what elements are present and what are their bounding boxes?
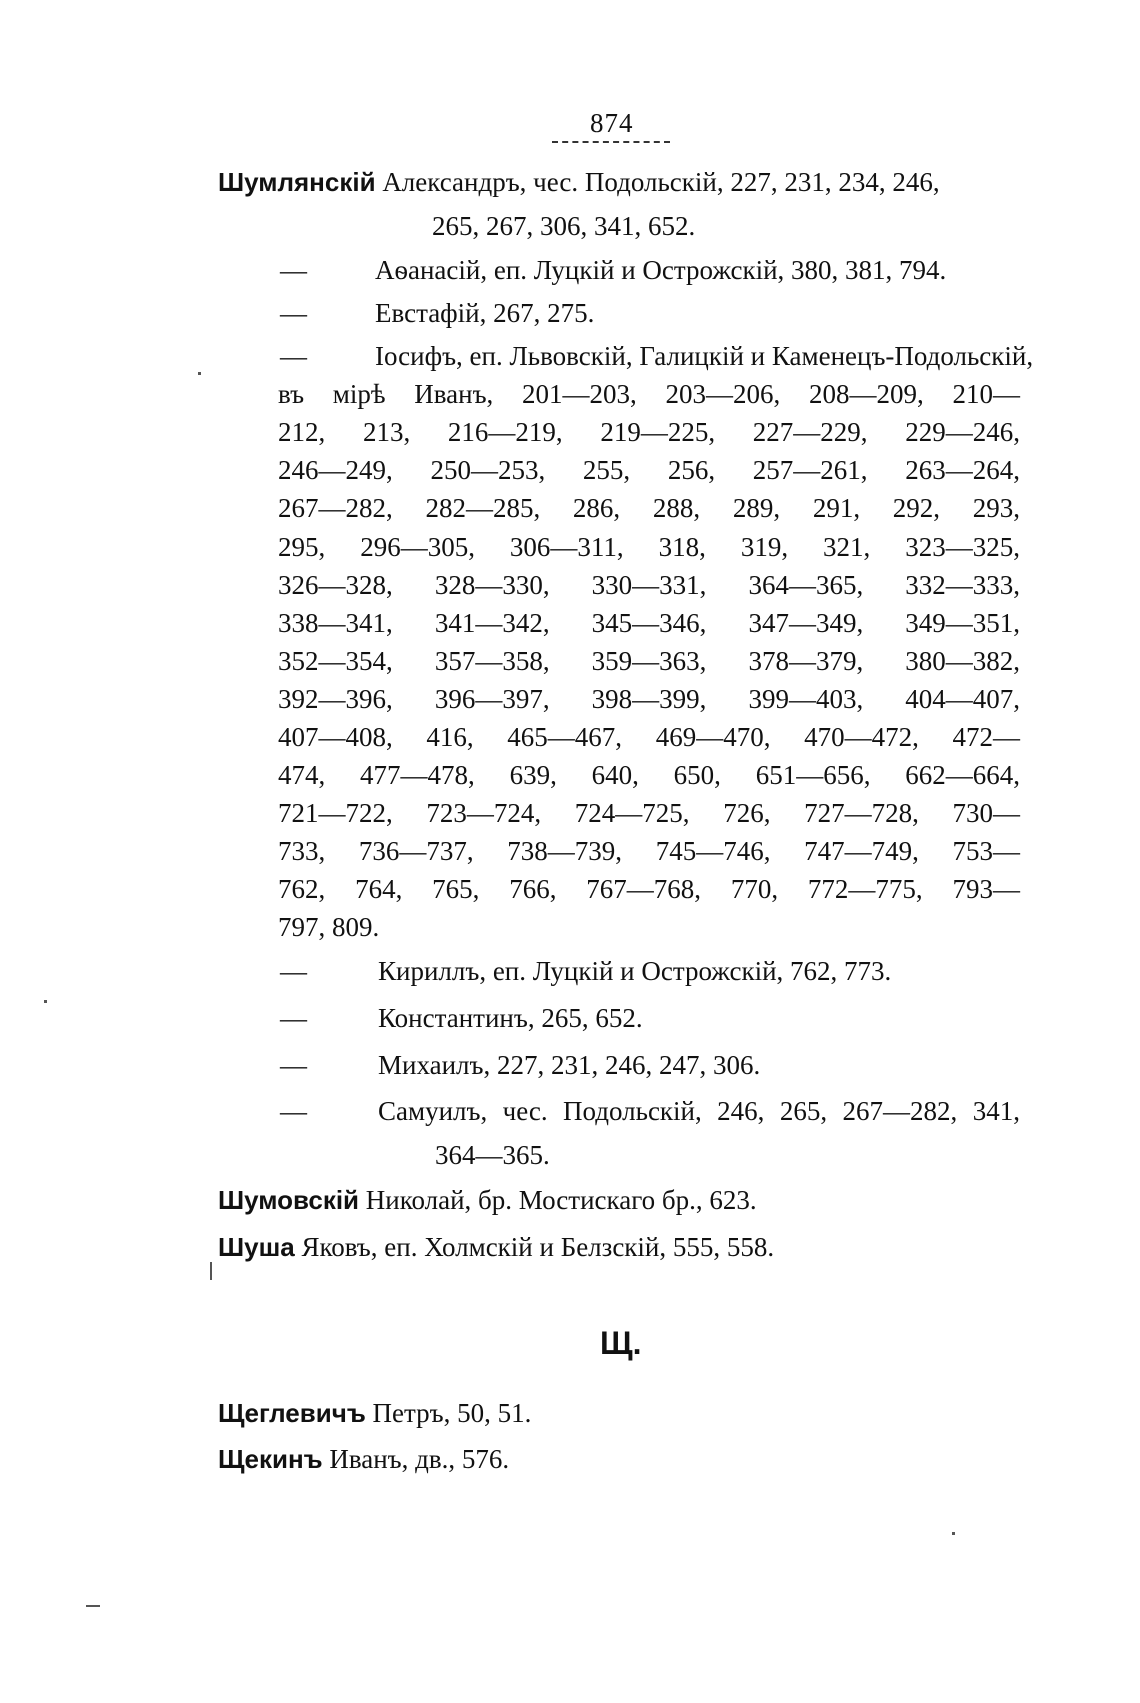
iosif-line: 212, 213, 216—219, 219—225, 227—229, 229—246,	[278, 417, 1020, 447]
iosif-line: 267—282, 282—285, 286, 288, 289, 291, 292, 293,	[278, 493, 1020, 523]
iosif-line: 338—341, 341—342, 345—346, 347—349, 349—351,	[278, 608, 1020, 638]
subentry-afanasy: Аѳанасій, еп. Луцкій и Острожскій, 380, 381, 794.	[375, 255, 947, 285]
subentry-dash: —	[280, 1003, 307, 1033]
entry-shumovsky	[218, 1182, 757, 1218]
iosif-line: 352—354, 357—358, 359—363, 378—379, 380—382,	[278, 646, 1020, 676]
page-number-rule	[552, 141, 670, 143]
iosif-line: Іосифъ, еп. Львовскій, Галицкій и Каменецъ-Подольскій,	[375, 341, 1034, 371]
subentry-mikhail: Михаилъ, 227, 231, 246, 247, 306.	[378, 1050, 761, 1080]
subentry-dash: —	[280, 298, 307, 328]
iosif-line: 721—722, 723—724, 724—725, 726, 727—728, 730—	[278, 798, 1020, 828]
entry-text: Николай, бр. Мостискаго бр., 623.	[365, 1185, 757, 1215]
entry-head: Щеглевичъ	[218, 1398, 366, 1428]
page-number: 874	[590, 108, 634, 138]
subentry-dash: —	[280, 1096, 307, 1126]
entry-text: Александръ, чес. Подольскій, 227, 231, 234, 246,	[382, 167, 940, 197]
entry-head: Шуша	[218, 1232, 295, 1262]
iosif-line: 295, 296—305, 306—311, 318, 319, 321, 323—325,	[278, 532, 1020, 562]
subentry-dash: —	[280, 255, 307, 285]
entry-text: Петръ, 50, 51.	[372, 1398, 532, 1428]
entry-shchekin	[218, 1441, 509, 1477]
scan-speck	[44, 1000, 47, 1003]
scan-speck	[952, 1532, 955, 1535]
iosif-line: въ мірѣ Иванъ, 201—203, 203—206, 208—209, 210—	[278, 379, 1020, 409]
iosif-line: 474, 477—478, 639, 640, 650, 651—656, 662—664,	[278, 760, 1020, 790]
entry-shusha	[218, 1229, 774, 1265]
subentry-evstafy: Евстафій, 267, 275.	[375, 298, 595, 328]
entry-head: Щекинъ	[218, 1444, 323, 1474]
iosif-line: 246—249, 250—253, 255, 256, 257—261, 263—264,	[278, 455, 1020, 485]
scan-speck	[198, 372, 201, 375]
subentry-dash: —	[280, 341, 307, 371]
samuil-line: Самуилъ, чес. Подольскій, 246, 265, 267—282, 341,	[378, 1096, 1020, 1126]
iosif-line: 407—408, 416, 465—467, 469—470, 470—472, 472—	[278, 722, 1020, 752]
iosif-line: 733, 736—737, 738—739, 745—746, 747—749, 753—	[278, 836, 1020, 866]
subentry-samuil	[378, 1093, 1020, 1129]
iosif-line: 762, 764, 765, 766, 767—768, 770, 772—775, 793—	[278, 874, 1020, 904]
entry-text: Иванъ, дв., 576.	[329, 1444, 510, 1474]
scan-speck	[86, 1605, 100, 1607]
entry-head: Шумовскій	[218, 1185, 360, 1215]
subentry-iosif	[375, 338, 1034, 374]
subentry-dash: —	[280, 1050, 307, 1080]
entry-shumlyansky	[218, 164, 1020, 200]
entry-shcheglevich	[218, 1395, 531, 1431]
letter-heading: Щ.	[600, 1325, 642, 1361]
entry-head: Шумлянскій	[218, 167, 376, 197]
iosif-line: 797, 809.	[278, 912, 380, 942]
iosif-line: 326—328, 328—330, 330—331, 364—365, 332—333,	[278, 570, 1020, 600]
samuil-line: 364—365.	[435, 1140, 550, 1170]
subentry-kirill: Кириллъ, еп. Луцкій и Острожскій, 762, 773.	[378, 956, 892, 986]
subentry-dash: —	[280, 956, 307, 986]
iosif-line: 392—396, 396—397, 398—399, 399—403, 404—407,	[278, 684, 1020, 714]
entry-continuation: 265, 267, 306, 341, 652.	[432, 211, 696, 241]
subentry-konstantin: Константинъ, 265, 652.	[378, 1003, 643, 1033]
scan-speck	[210, 1262, 212, 1280]
entry-text: Яковъ, еп. Холмскій и Белзскій, 555, 558.	[301, 1232, 775, 1262]
